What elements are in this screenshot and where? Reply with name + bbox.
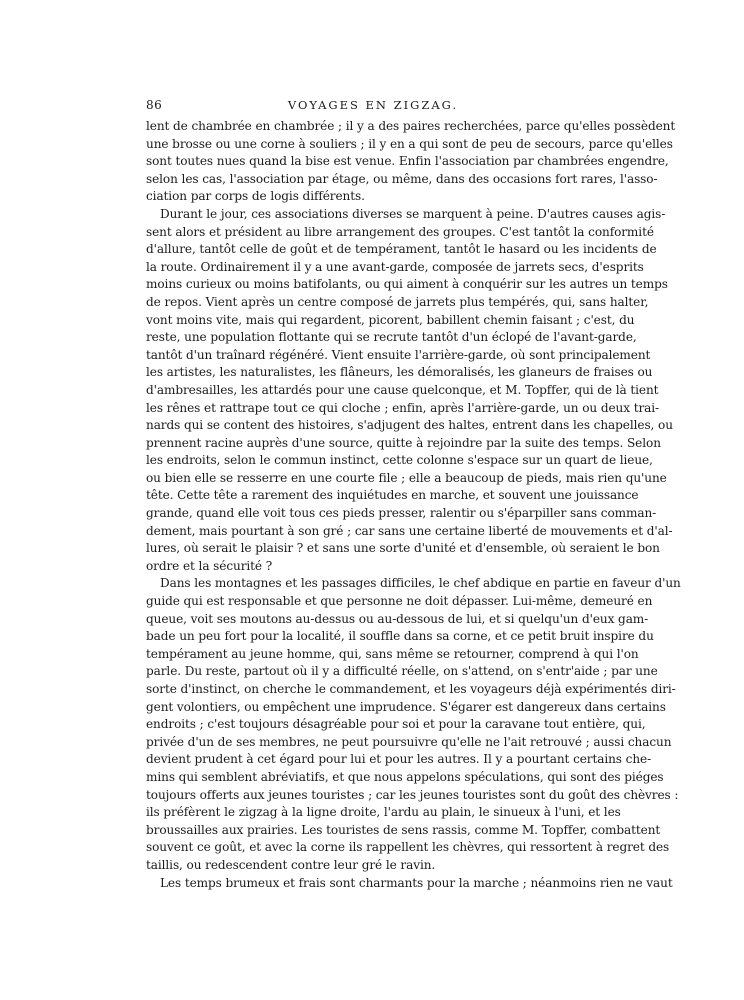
text-line: lent de chambrée en chambrée ; il y a des paires recherchées, parce qu'elles possèdent [146, 119, 676, 133]
text-line: taillis, ou redescendent contre leur gré le ravin. [146, 857, 436, 872]
running-title: VOYAGES EN ZIGZAG. [287, 98, 459, 112]
text-line: parle. Du reste, partout où il y a difficulté réelle, on s'attend, on s'entr'aide ; par une [146, 664, 658, 679]
text-line: la route. Ordinairement il y a une avant-garde, composée de jarrets secs, d'esprits [146, 259, 644, 274]
text-line: les artistes, les naturalistes, les flâneurs, les démoralisés, les glaneurs de fraises ou [146, 365, 653, 380]
text-line: endroits ; c'est toujours désagréable pour soi et pour la caravane tout entière, qui, [146, 717, 646, 732]
text-line: de repos. Vient après un centre composé de jarrets plus tempérés, qui, sans halter, [146, 294, 649, 309]
text-line: guide qui est responsable et que personne ne doit dépasser. Lui-même, demeuré en [146, 594, 653, 609]
text-line: moins curieux ou moins batifolants, ou qui aiment à conquérir sur les autres un temps [146, 277, 668, 292]
page-number: 86 [146, 98, 163, 112]
text-line: bade un peu fort pour la localité, il souffle dans sa corne, et ce petit bruit inspire du [146, 629, 654, 644]
text-line: toujours offerts aux jeunes touristes ; car les jeunes touristes sont du goût des chèvres : [146, 787, 679, 802]
text-line: nards qui se content des histoires, s'adjugent des haltes, entrent dans les chapelles, ou [146, 418, 673, 433]
text-line: souvent ce goût, et avec la corne ils rappellent les chèvres, qui ressortent à regret des [146, 840, 670, 855]
text-line: les endroits, selon le commun instinct, cette colonne s'espace sur un quart de lieue, [146, 453, 653, 468]
text-line: lures, où serait le plaisir ? et sans une sorte d'unité et d'ensemble, où seraient le bon [146, 541, 660, 556]
text-line: selon les cas, l'association par étage, ou même, dans des occasions fort rares, l'asso- [146, 171, 658, 186]
text-line: prennent racine auprès d'une source, quitte à rejoindre par la suite des temps. Selon [146, 435, 661, 450]
body-text [146, 118, 681, 892]
paragraph [146, 206, 673, 575]
text-line: Dans les montagnes et les passages difficiles, le chef abdique en partie en faveur d'un [160, 576, 681, 591]
text-line: tantôt d'un traînard régénéré. Vient ensuite l'arrière-garde, où sont principalement [146, 347, 651, 362]
paragraph [146, 875, 673, 893]
text-line: tempérament au jeune homme, qui, sans même se retourner, comprend à qui l'on [146, 646, 639, 661]
text-line: mins qui semblent abréviatifs, et que nous appelons spéculations, qui sont des piéges [146, 769, 664, 784]
book-page [146, 98, 681, 892]
text-line: ou bien elle se resserre en une courte file ; elle a beaucoup de pieds, mais rien qu'une [146, 470, 667, 485]
text-line: les rênes et rattrape tout ce qui cloche ; enfin, après l'arrière-garde, un ou deux trai- [146, 400, 660, 415]
text-line: privée d'un de ses membres, ne peut poursuivre qu'elle ne l'ait retrouvé ; aussi chacun [146, 734, 672, 749]
text-line: d'ambresailles, les attardés pour une cause quelconque, et M. Topffer, qui de là tient [146, 382, 659, 397]
text-line: ordre et la sécurité ? [146, 558, 273, 573]
text-line: queue, voit ses moutons au-dessus ou au-dessous de lui, et si quelqu'un d'eux gam- [146, 611, 649, 626]
text-line: grande, quand elle voit tous ces pieds presser, ralentir ou s'éparpiller sans comman- [146, 506, 657, 521]
text-line: vont moins vite, mais qui regardent, picorent, babillent chemin faisant ; c'est, du [146, 312, 635, 327]
page-header [146, 98, 600, 118]
text-line: une brosse ou une corne à souliers ; il y en a qui sont de peu de secours, parce qu'elles [146, 136, 673, 151]
text-line: d'allure, tantôt celle de goût et de tempérament, tantôt le hasard ou les incidents de [146, 242, 657, 257]
text-line: devient prudent à cet égard pour lui et pour les autres. Il y a pourtant certains che- [146, 752, 652, 767]
paragraph [146, 575, 681, 874]
text-line: broussailles aux prairies. Les touristes de sens rassis, comme M. Topffer, combattent [146, 822, 661, 837]
text-line: dement, mais pourtant à son gré ; car sans une certaine liberté de mouvements et d'al- [146, 523, 673, 538]
text-line: sont toutes nues quand la bise est venue. Enfin l'association par chambrées engendre, [146, 154, 669, 169]
text-line: gent volontiers, ou empêchent une imprudence. S'égarer est dangereux dans certains [146, 699, 666, 714]
text-line: sorte d'instinct, on cherche le commandement, et les voyageurs déjà expérimentés diri- [146, 682, 676, 696]
text-line: Les temps brumeux et frais sont charmants pour la marche ; néanmoins rien ne vaut [160, 875, 673, 890]
text-line: ils préfèrent le zigzag à la ligne droite, l'ardu au plain, le sinueux à l'uni, et les [146, 805, 621, 820]
text-line: tête. Cette tête a rarement des inquiétudes en marche, et souvent une jouissance [146, 488, 639, 503]
text-line: ciation par corps de logis différents. [146, 189, 365, 204]
text-line: reste, une population flottante qui se recrute tantôt d'un éclopé de l'avant-garde, [146, 330, 637, 345]
text-line: Durant le jour, ces associations diverses se marquent à peine. D'autres causes agis- [160, 206, 666, 221]
text-line: sent alors et président au libre arrangement des groupes. C'est tantôt la conformité [146, 224, 654, 239]
paragraph [146, 118, 676, 206]
